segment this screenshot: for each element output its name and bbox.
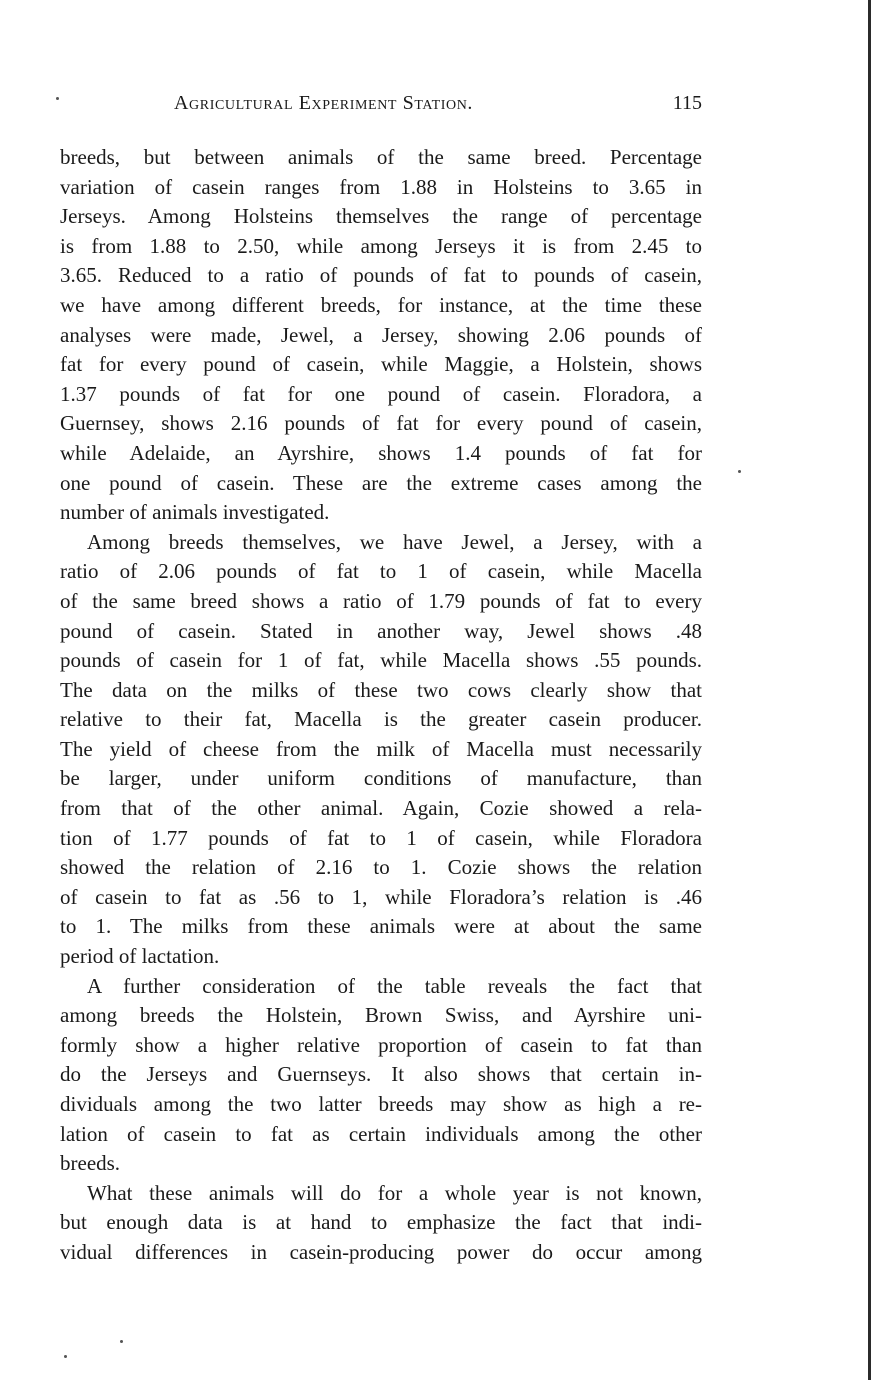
- body-text: [60, 143, 702, 1268]
- text-line: The data on the milks of these two cows clearly show that: [60, 677, 702, 702]
- paragraph-1: [60, 143, 702, 528]
- text-line: tion of 1.77 pounds of fat to 1 of casein, while Floradora: [60, 825, 702, 850]
- text-line: Among breeds themselves, we have Jewel, a Jersey, with a: [87, 529, 702, 554]
- text-line: 1.37 pounds of fat for one pound of casein. Floradora, a: [60, 381, 702, 406]
- text-line: analyses were made, Jewel, a Jersey, showing 2.06 pounds of: [60, 322, 702, 347]
- text-line: from that of the other animal. Again, Cozie showed a rela-: [60, 796, 702, 821]
- text-line: we have among different breeds, for instance, at the time these: [60, 292, 702, 317]
- text-line: formly show a higher relative proportion of casein to fat than: [60, 1032, 702, 1057]
- text-line: lation of casein to fat as certain individuals among the other: [60, 1121, 702, 1146]
- scan-speck: [738, 470, 741, 473]
- text-line: among breeds the Holstein, Brown Swiss, and Ayrshire uni-: [60, 1003, 702, 1028]
- text-line: to 1. The milks from these animals were at about the same: [60, 914, 702, 939]
- text-line: of casein to fat as .56 to 1, while Floradora’s relation is .46: [60, 884, 702, 909]
- text-line: number of animals investigated.: [60, 500, 330, 525]
- scan-speck: [120, 1340, 123, 1343]
- text-line: do the Jerseys and Guernseys. It also shows that certain in-: [60, 1062, 702, 1087]
- running-title: Agricultural Experiment Station.: [174, 92, 474, 114]
- page-number: 115: [672, 92, 702, 114]
- text-line: 3.65. Reduced to a ratio of pounds of fat to pounds of casein,: [60, 263, 702, 288]
- text-line: breeds.: [60, 1151, 121, 1176]
- paragraph-4: [60, 1179, 702, 1268]
- text-line: breeds, but between animals of the same breed. Percentage: [60, 145, 702, 169]
- text-line: one pound of casein. These are the extreme cases among the: [60, 470, 702, 495]
- text-line: is from 1.88 to 2.50, while among Jerseys it is from 2.45 to: [60, 233, 702, 258]
- text-line: A further consideration of the table reveals the fact that: [87, 973, 702, 998]
- text-line: What these animals will do for a whole year is not known,: [87, 1180, 702, 1205]
- paragraph-3: [60, 972, 702, 1179]
- text-line: The yield of cheese from the milk of Macella must necessarily: [60, 736, 702, 761]
- text-line: fat for every pound of casein, while Maggie, a Holstein, shows: [60, 352, 702, 377]
- scan-speck: [64, 1355, 67, 1358]
- text-line: but enough data is at hand to emphasize the fact that indi-: [60, 1210, 702, 1235]
- text-line: ratio of 2.06 pounds of fat to 1 of casein, while Macella: [60, 559, 702, 584]
- text-line: showed the relation of 2.16 to 1. Cozie shows the relation: [60, 855, 702, 880]
- text-line: Guernsey, shows 2.16 pounds of fat for every pound of casein,: [60, 411, 702, 436]
- text-line: be larger, under uniform conditions of manufacture, than: [60, 766, 702, 791]
- scan-speck: [56, 97, 59, 100]
- text-line: variation of casein ranges from 1.88 in Holsteins to 3.65 in: [60, 174, 702, 199]
- text-line: period of lactation.: [60, 944, 220, 969]
- paragraph-2: [60, 528, 702, 972]
- text-line: of the same breed shows a ratio of 1.79 pounds of fat to every: [60, 588, 702, 613]
- text-line: while Adelaide, an Ayrshire, shows 1.4 pounds of fat for: [60, 440, 702, 465]
- text-line: vidual differences in casein-producing power do occur among: [60, 1239, 702, 1264]
- text-line: Jerseys. Among Holsteins themselves the range of percentage: [60, 204, 702, 229]
- text-line: pounds of casein for 1 of fat, while Macella shows .55 pounds.: [60, 648, 702, 673]
- text-line: dividuals among the two latter breeds may show as high a re-: [60, 1092, 702, 1116]
- text-line: relative to their fat, Macella is the greater casein producer.: [60, 707, 702, 732]
- text-line: pound of casein. Stated in another way, Jewel shows .48: [60, 618, 702, 643]
- running-header: [60, 92, 702, 122]
